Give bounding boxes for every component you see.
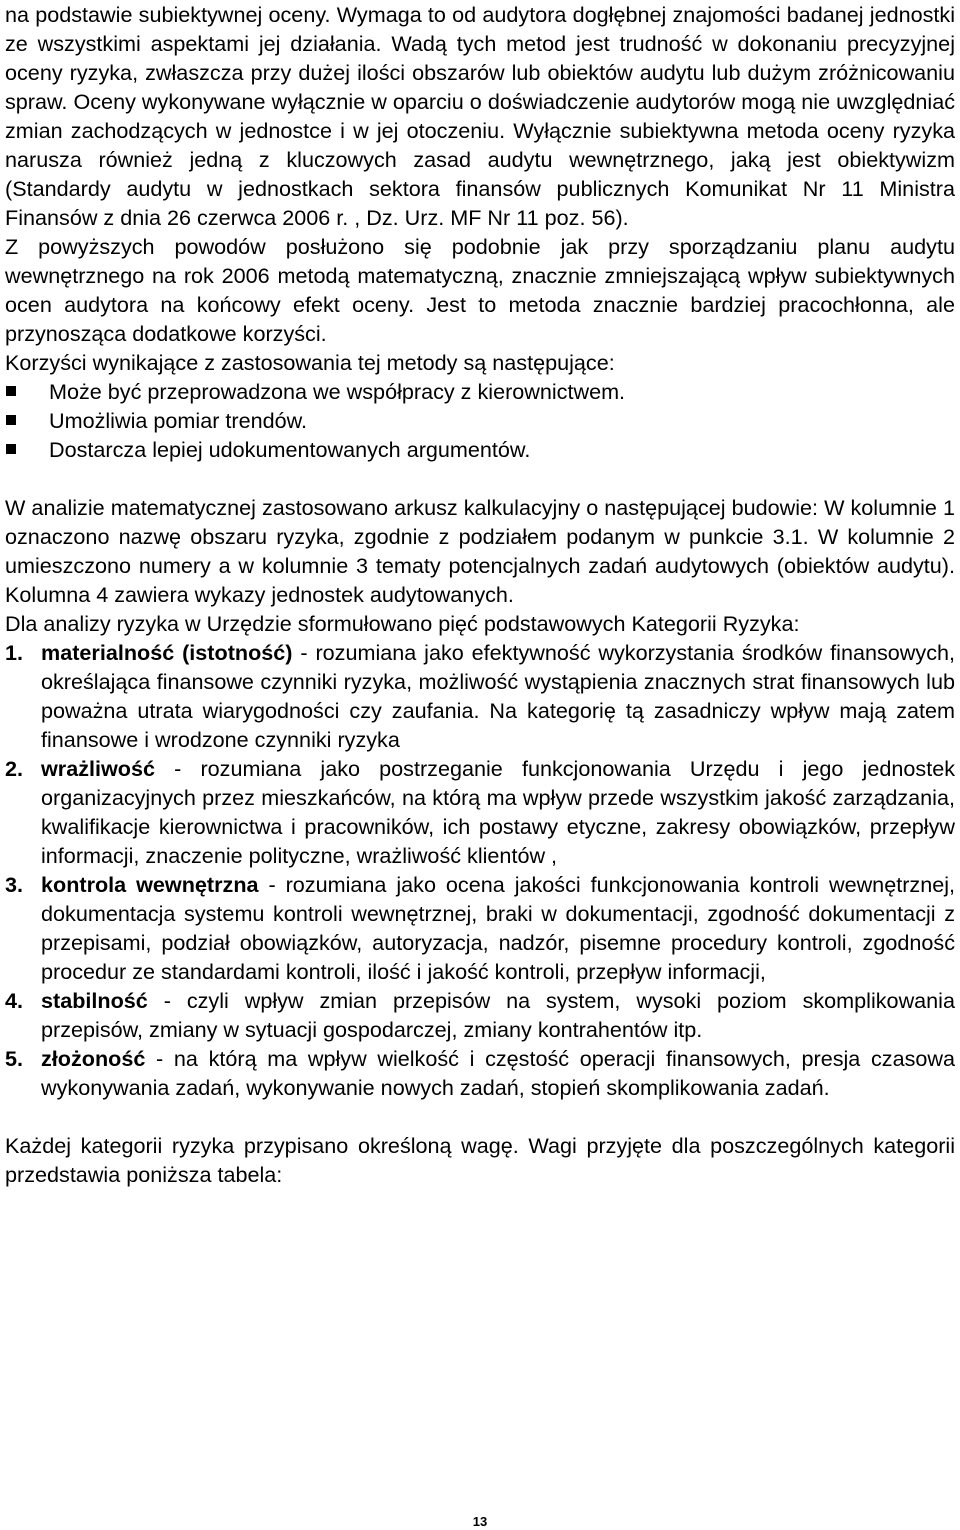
page-number: 13 [472, 1514, 488, 1529]
benefits-list [5, 377, 955, 464]
category-number: 1. [5, 640, 24, 665]
risk-categories-list [5, 638, 955, 1102]
list-item [5, 435, 955, 464]
spacer [5, 1102, 955, 1131]
paragraph-subjective-methods: na podstawie subiektywnej oceny. Wymaga to od audytora dogłębnej znajomości badanej jednostki ze wszystkimi aspektami jej działania. Wadą tych metod jest trudność w dokonaniu precyzyjnej oceny ryzyka, zwłaszcza przy dużej ilości obszarów lub obiektów audytu lub dużym zróżnicowaniu spraw. Oceny wykonywane wyłącznie w oparciu o doświadczenie audytorów mogą nie uwzględniać zmian zachodzących w jednostce i w jej otoczeniu. Wyłącznie subiektywna metoda oceny ryzyka narusza również jedną z kluczowych zasad audytu wewnętrznego, jaką jest obiektywizm (Standardy audytu w jednostkach sektora finansów publicznych Komunikat Nr 11 Ministra Finansów z dnia 26 czerwca 2006 r. , Dz. Urz. MF Nr 11 poz. 56). [5, 2, 955, 230]
risk-category [5, 638, 955, 754]
category-term: stabilność [41, 988, 148, 1013]
document-page [5, 0, 955, 1189]
category-description: - na którą ma wpływ wielkość i częstość operacji finansowych, presja czasowa wykonywania zadań, wykonywanie nowych zadań, stopień skomplikowania zadań. [41, 1046, 955, 1100]
list-item-text: Dostarcza lepiej udokumentowanych argumentów. [49, 437, 531, 462]
risk-category [5, 754, 955, 870]
category-number: 3. [5, 872, 24, 897]
category-number: 5. [5, 1046, 24, 1071]
square-bullet-icon [6, 386, 16, 396]
category-description: - czyli wpływ zmian przepisów na system, wysoki poziom skomplikowania przepisów, zmiany w sytuacji gospodarczej, zmiany kontrahentów itp. [41, 988, 955, 1042]
square-bullet-icon [6, 415, 16, 425]
category-description: - rozumiana jako efektywność wykorzystania środków finansowych, określająca finansowe czynniki ryzyka, możliwość wystąpienia znacznych strat finansowych lub poważna utrata wiarygodności czy zaufania. Na kategorię tą zasadniczy wpływ mają zatem finansowe i wrodzone czynniki ryzyka [41, 640, 955, 752]
list-item-text: Może być przeprowadzona we współpracy z kierownictwem. [49, 379, 626, 404]
list-item [5, 406, 955, 435]
spacer [5, 464, 955, 493]
square-bullet-icon [6, 444, 16, 454]
list-item-text: Umożliwia pomiar trendów. [49, 408, 308, 433]
category-description: - rozumiana jako ocena jakości funkcjonowania kontroli wewnętrznej, dokumentacja systemu kontroli wewnętrznej, braki w dokumentacji, zgodność dokumentacji z przepisami, podział obowiązków, autoryzacja, nadzór, pisemne procedury kontroli, zgodność procedur ze standardami kontroli, ilość i jakość kontroli, przepływ informacji, [41, 872, 956, 984]
category-term: wrażliwość [41, 756, 156, 781]
category-number: 4. [5, 988, 24, 1013]
paragraph-spreadsheet: W analizie matematycznej zastosowano arkusz kalkulacyjny o następującej budowie: W kolumnie 1 oznaczono nazwę obszaru ryzyka, zgodnie z podziałem podanym w punkcie 3.1. W kolumnie 2 umieszczono numery a w kolumnie 3 tematy potencjalnych zadań audytowych (obiektów audytu). Kolumna 4 zawiera wykazy jednostek audytowanych. [5, 495, 955, 607]
category-term: kontrola wewnętrzna [41, 872, 259, 897]
category-term: złożoność [41, 1046, 146, 1071]
paragraph-benefits-intro: Korzyści wynikające z zastosowania tej metody są następujące: [5, 350, 615, 375]
category-term: materialność (istotność) [41, 640, 293, 665]
category-number: 2. [5, 756, 24, 781]
risk-category [5, 1044, 955, 1102]
paragraph-weights: Każdej kategorii ryzyka przypisano określoną wagę. Wagi przyjęte dla poszczególnych kategorii przedstawia poniższa tabela: [5, 1133, 955, 1187]
paragraph-categories-intro: Dla analizy ryzyka w Urzędzie sformułowano pięć podstawowych Kategorii Ryzyka: [5, 611, 800, 636]
paragraph-mathematical-method: Z powyższych powodów posłużono się podobnie jak przy sporządzaniu planu audytu wewnętrznego na rok 2006 metodą matematyczną, znacznie zmniejszającą wpływ subiektywnych ocen audytora na końcowy efekt oceny. Jest to metoda znacznie bardziej pracochłonna, ale przynosząca dodatkowe korzyści. [5, 234, 955, 346]
risk-category [5, 986, 955, 1044]
category-description: - rozumiana jako postrzeganie funkcjonowania Urzędu i jego jednostek organizacyjnych przez mieszkańców, na którą ma wpływ przede wszystkim jakość zarządzania, kwalifikacje kierownictwa i pracowników, ich postawy etyczne, zakresy obowiązków, przepływ informacji, znaczenie polityczne, wrażliwość klientów , [41, 756, 955, 868]
list-item [5, 377, 955, 406]
risk-category [5, 870, 955, 986]
